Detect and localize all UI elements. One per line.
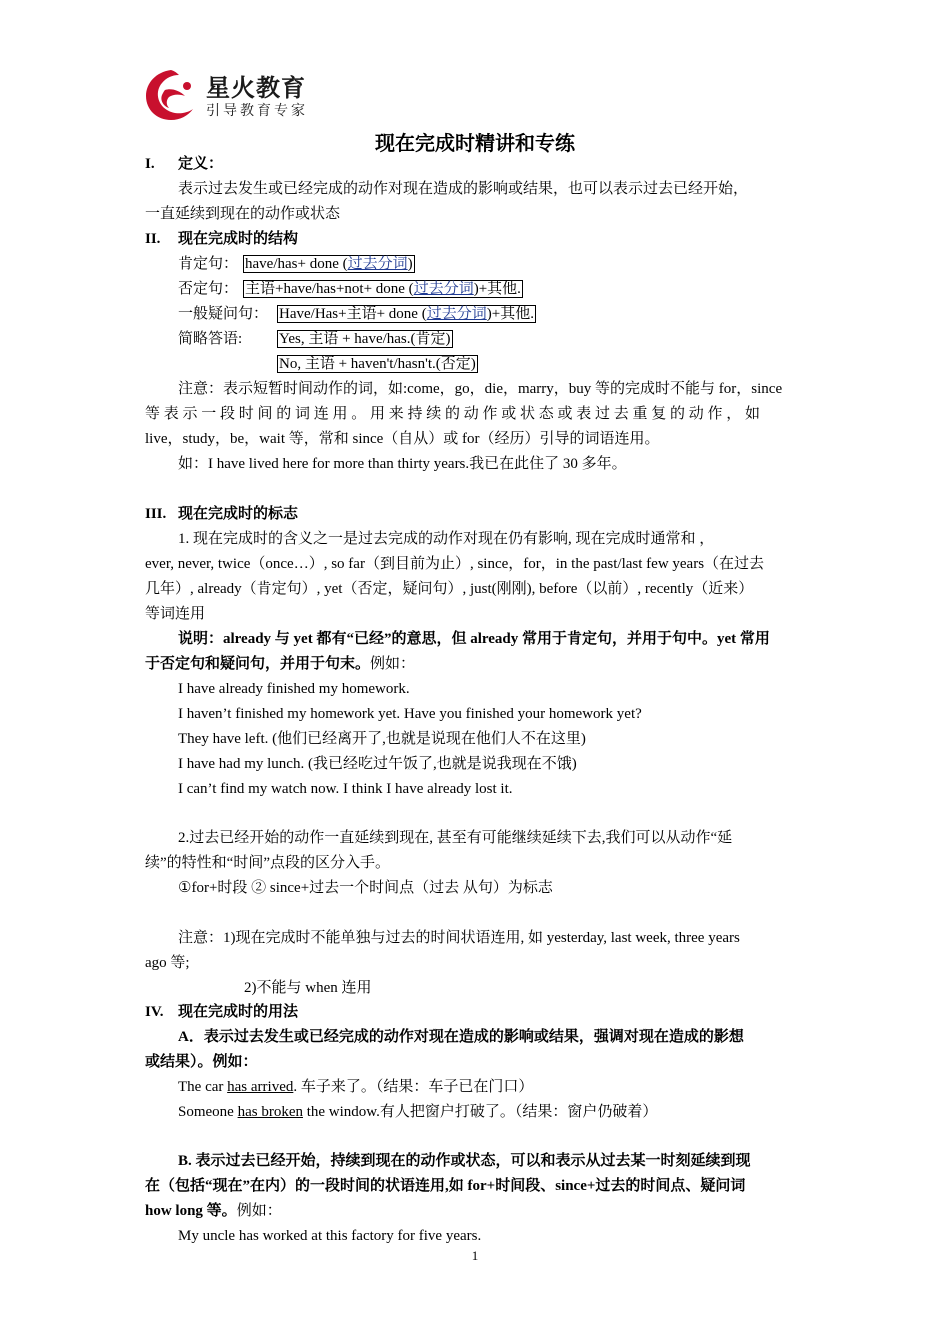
- example-1: I have already finished my homework.: [178, 681, 410, 697]
- continuation-line-2: 续”的特性和“时间”点段的区分入手。: [145, 855, 390, 871]
- note-line-3: live，study，be，wait 等，常和 since（自从）或 for（经历）引导的词语连用。: [145, 431, 660, 447]
- definition-line-2: 一直延续到现在的动作或状态: [145, 206, 341, 222]
- usage-b-line-1: B. 表示过去已经开始，持续到现在的动作或状态，可以和表示从过去某一时刻延续到现: [178, 1153, 751, 1169]
- section-4-heading: 现在完成时的用法: [178, 1004, 299, 1020]
- usage-a-example-1: The car has arrived. 车子来了。（结果：车子已在门口）: [178, 1079, 534, 1095]
- section-4-number: IV.: [145, 1004, 164, 1020]
- caution-line-3: 2)不能与 when 连用: [244, 980, 372, 996]
- usage-b-example-1: My uncle has worked at this factory for five years.: [178, 1228, 482, 1244]
- explanation-line-2: 于否定句和疑问句，并用于句末。例如：: [145, 656, 416, 672]
- caution-line-2: ago 等;: [145, 955, 190, 971]
- usage-b-line-2: 在（包括“现在”在内）的一段时间的状语连用,如 for+时间段、since+过去的时间点、疑问词: [145, 1178, 746, 1194]
- usage-a-line-1: A．表示过去发生或已经完成的动作对现在造成的影响或结果，强调对现在造成的影想: [178, 1029, 744, 1045]
- affirmative-label: 肯定句：: [178, 256, 239, 272]
- page-title: 现在完成时精讲和专练: [375, 131, 575, 155]
- note-line-1: 注意：表示短暂时间动作的词，如:come，go，die，marry，buy 等的完成时不能与 for，since: [178, 381, 783, 397]
- short-answer-no: No, 主语 + haven't/hasn't.(否定): [279, 356, 476, 372]
- example-3: They have left. (他们已经离开了,也就是说现在他们人不在这里): [178, 731, 586, 747]
- example-4: I have had my lunch. (我已经吃过午饭了,也就是说我现在不饿): [178, 756, 577, 772]
- past-participle-link[interactable]: 过去分词: [426, 306, 487, 322]
- question-formula: Have/Has+主语+ done (过去分词)+其他.: [279, 306, 534, 322]
- example-2: I haven’t finished my homework yet. Have you finished your homework yet?: [178, 706, 642, 722]
- short-answer-yes: Yes, 主语 + have/has.(肯定): [279, 331, 451, 347]
- section-3-heading: 现在完成时的标志: [178, 506, 299, 522]
- marker-line-2: ever, never, twice（once…）, so far（到目前为止）, since，for，in the past/last few years（在过去: [145, 556, 765, 572]
- negative-label: 否定句：: [178, 281, 239, 297]
- section-2-heading: 现在完成时的结构: [178, 231, 299, 247]
- page-number: 1: [471, 1248, 479, 1263]
- logo-name: 星火教育: [206, 74, 306, 102]
- marker-line-3: 几年）, already（肯定句）, yet（否定，疑问句）, just(刚刚), before（以前）, recently（近来）: [145, 581, 754, 597]
- section-1-number: I.: [145, 156, 155, 172]
- past-participle-link[interactable]: 过去分词: [413, 281, 474, 297]
- example-line: 如：I have lived here for more than thirty years.我已在此住了 30 多年。: [178, 456, 627, 472]
- usage-a-example-2: Someone has broken the window.有人把窗户打破了。（结果：窗户仍破着）: [178, 1104, 658, 1120]
- example-5: I can’t find my watch now. I think I have already lost it.: [178, 781, 513, 797]
- section-2-number: II.: [145, 231, 161, 247]
- logo-slogan: 引导教育专家: [206, 103, 308, 119]
- flame-icon: [142, 66, 200, 124]
- usage-a-line-2: 或结果）。例如：: [145, 1054, 258, 1070]
- note-line-2: 等 表 示 一 段 时 间 的 词 连 用 。 用 来 持 续 的 动 作 或 状 态 或 表 过 去 重 复 的 动 作 ， 如: [145, 406, 761, 422]
- section-1-heading: 定义：: [178, 156, 224, 172]
- logo: [142, 66, 332, 126]
- caution-line-1: 注意：1)现在完成时不能单独与过去的时间状语连用, 如 yesterday, last week, three years: [178, 930, 740, 946]
- definition-line-1: 表示过去发生或已经完成的动作对现在造成的影响或结果，也可以表示过去已经开始，: [178, 181, 749, 197]
- marker-line-4: 等词连用: [145, 606, 206, 622]
- affirmative-formula: have/has+ done (过去分词): [245, 256, 413, 272]
- marker-line-1: 1. 现在完成时的含义之一是过去完成的动作对现在仍有影响, 现在完成时通常和 ，: [178, 531, 715, 547]
- short-answer-label: 简略答语:: [178, 331, 243, 347]
- past-participle-link[interactable]: 过去分词: [347, 256, 408, 272]
- continuation-line-1: 2.过去已经开始的动作一直延续到现在, 甚至有可能继续延续下去,我们可以从动作“延: [178, 830, 733, 846]
- explanation-line-1: 说明：already 与 yet 都有“已经”的意思，但 already 常用于肯定句，并用于句中。yet 常用: [178, 631, 770, 647]
- question-label: 一般疑问句：: [178, 306, 269, 322]
- continuation-line-3: ①for+时段 ② since+过去一个时间点（过去 从句）为标志: [178, 880, 553, 896]
- section-3-number: III.: [145, 506, 167, 522]
- usage-b-line-3: how long 等。例如：: [145, 1203, 282, 1219]
- negative-formula: 主语+have/has+not+ done (过去分词)+其他.: [245, 281, 521, 297]
